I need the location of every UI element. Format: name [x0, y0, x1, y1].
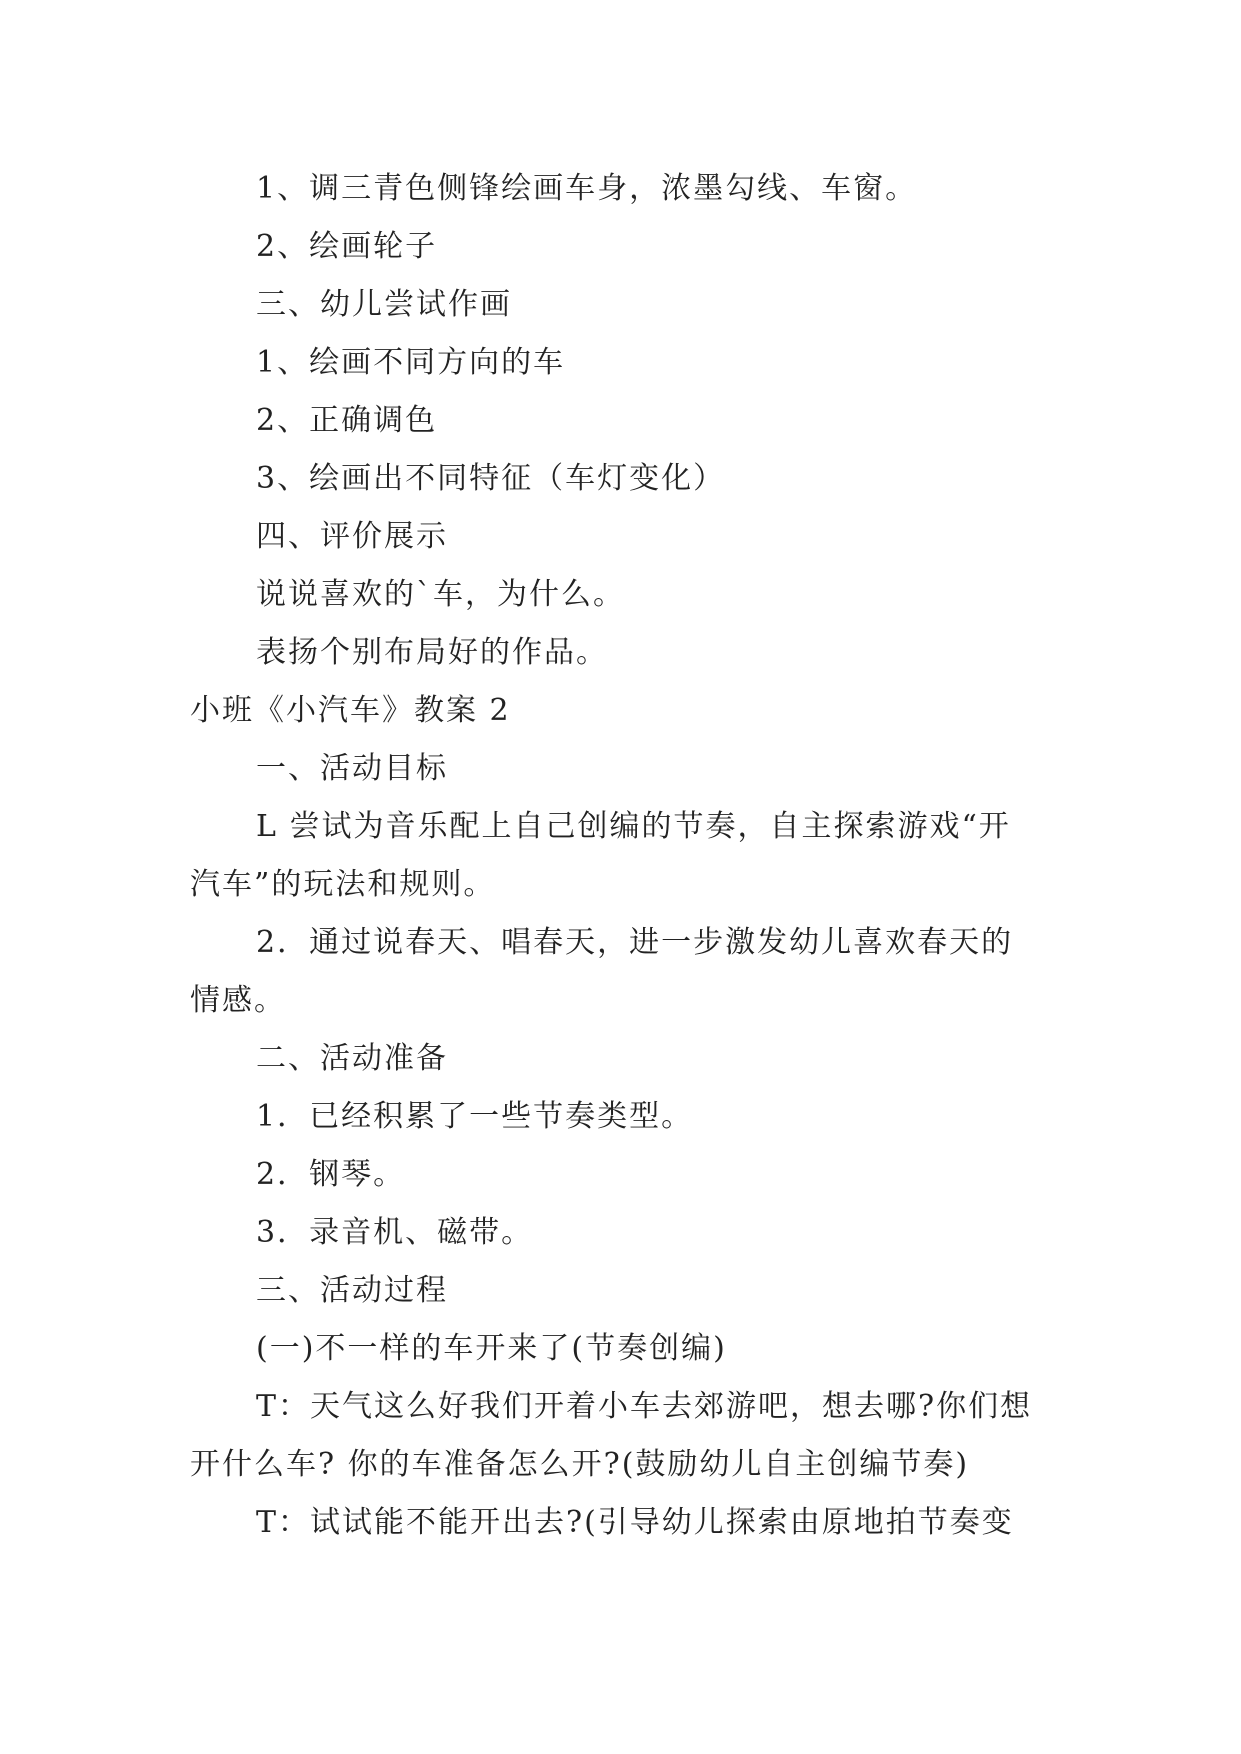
paragraph-line: 2．钢琴。	[256, 1157, 406, 1192]
section-heading: 三、活动过程	[256, 1273, 448, 1308]
document-body	[190, 160, 1050, 1552]
paragraph-line: 1．已经积累了一些节奏类型。	[256, 1099, 694, 1134]
section-heading: 四、评价展示	[256, 519, 448, 554]
paragraph-line: 3．录音机、磁带。	[256, 1215, 534, 1250]
paragraph-line: 开什么车? 你的车准备怎么开?(鼓励幼儿自主创编节奏)	[190, 1447, 970, 1482]
paragraph-line: 情感。	[190, 983, 286, 1018]
paragraph-line: 1、调三青色侧锋绘画车身，浓墨勾线、车窗。	[256, 171, 918, 206]
paragraph-line: 3、绘画出不同特征（车灯变化）	[256, 461, 726, 496]
paragraph-line: (一)不一样的车开来了(节奏创编)	[256, 1331, 727, 1366]
paragraph-line: 说说喜欢的`车，为什么。	[256, 577, 625, 612]
section-heading: 三、幼儿尝试作画	[256, 287, 512, 322]
paragraph-line: 2、绘画轮子	[256, 229, 438, 264]
paragraph-line: 汽车”的玩法和规则。	[190, 867, 496, 902]
paragraph-line: T：试试能不能开出去?(引导幼儿探索由原地拍节奏变	[256, 1505, 1014, 1540]
paragraph-line: L 尝试为音乐配上自己创编的节奏，自主探索游戏“开	[256, 809, 1011, 844]
paragraph-line: 1、绘画不同方向的车	[256, 345, 566, 380]
section-heading: 二、活动准备	[256, 1041, 448, 1076]
paragraph-line: 表扬个别布局好的作品。	[256, 635, 608, 670]
paragraph-line: T：天气这么好我们开着小车去郊游吧，想去哪?你们想	[256, 1389, 1033, 1424]
document-title: 小班《小汽车》教案 2	[190, 693, 511, 728]
paragraph-line: 2、正确调色	[256, 403, 438, 438]
section-heading: 一、活动目标	[256, 751, 448, 786]
paragraph-line: 2．通过说春天、唱春天，进一步激发幼儿喜欢春天的	[256, 925, 1014, 960]
